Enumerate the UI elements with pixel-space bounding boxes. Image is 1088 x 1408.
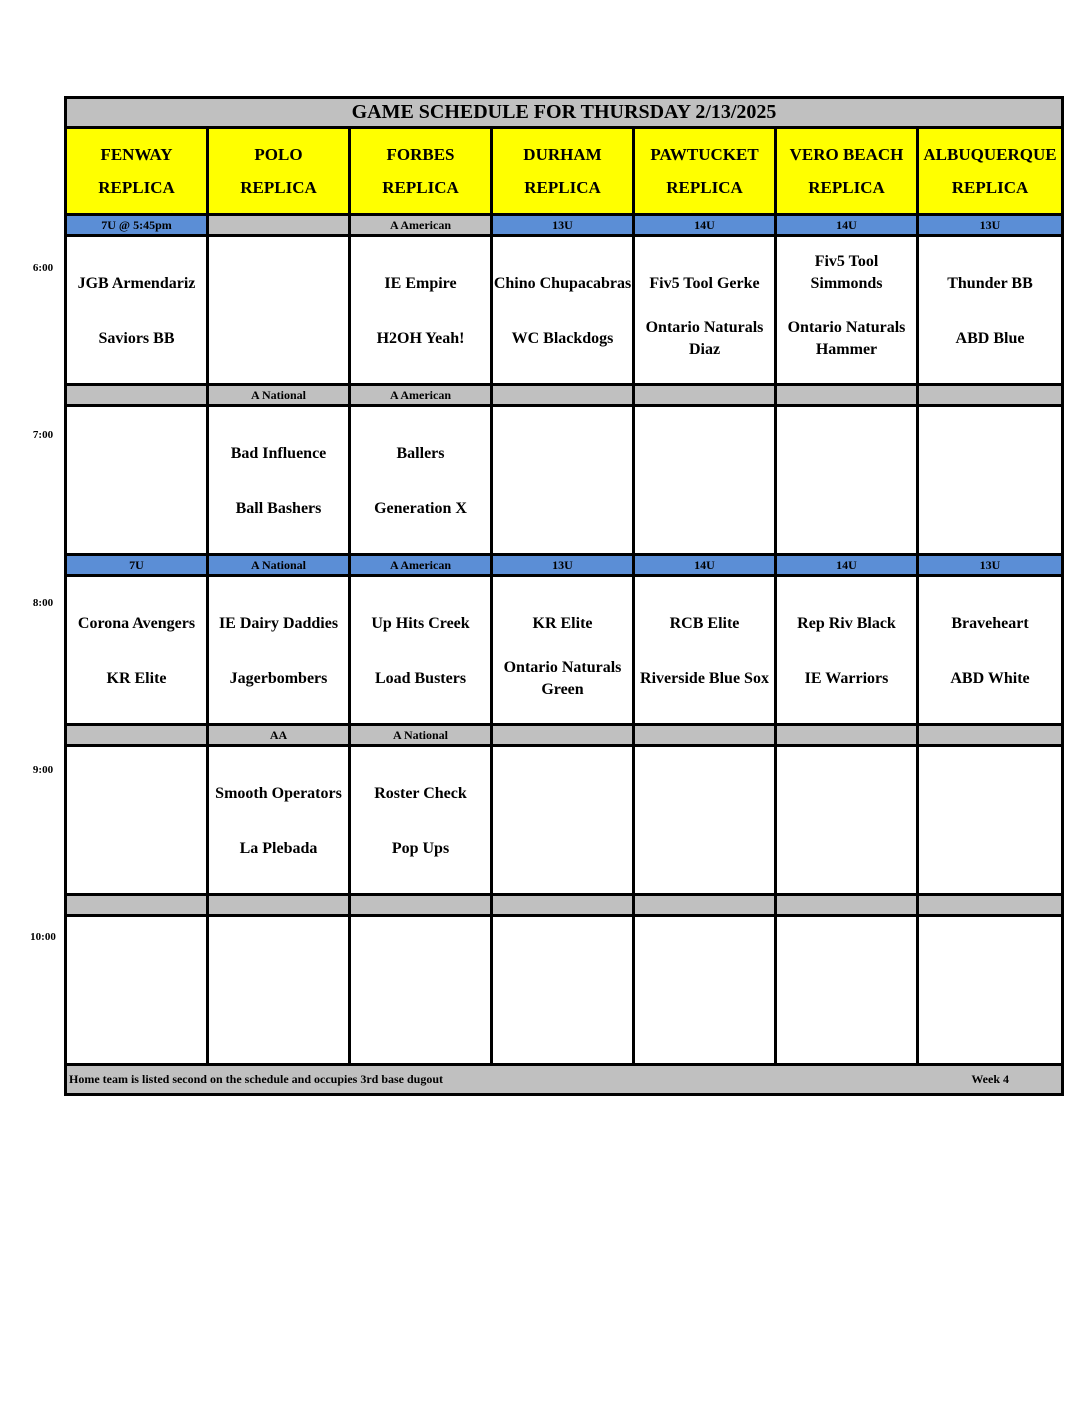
home-team — [67, 465, 206, 553]
home-team: Load Busters — [374, 670, 467, 687]
home-team — [209, 975, 348, 1063]
away-team: IE Empire — [384, 275, 457, 292]
away-team: Ballers — [396, 445, 445, 462]
footer-note: Home team is listed second on the schedule and occupies 3rd base dugout — [69, 1072, 444, 1086]
home-team: Generation X — [374, 500, 467, 517]
away-team — [635, 407, 774, 465]
venue-subtitle: REPLICA — [382, 178, 459, 197]
away-team: Corona Avengers — [77, 615, 196, 632]
division-label — [350, 895, 492, 916]
home-team: Ontario Naturals Diaz — [645, 319, 764, 358]
game-cell — [208, 916, 350, 1065]
game-cell — [350, 746, 492, 895]
venue-header — [350, 128, 492, 215]
game-cell — [634, 576, 776, 725]
division-label: 13U — [492, 555, 634, 576]
venue-name: POLO — [254, 145, 303, 164]
home-team — [919, 975, 1061, 1063]
game-cell — [776, 236, 918, 385]
game-cell — [350, 576, 492, 725]
venue-name: FENWAY — [100, 145, 173, 164]
venue-subtitle: REPLICA — [240, 178, 317, 197]
time-slot-label: 9:00 — [32, 764, 54, 776]
game-cell — [634, 406, 776, 555]
footer-row — [66, 1065, 1063, 1095]
game-cell — [492, 746, 634, 895]
home-team: Ball Bashers — [235, 500, 322, 517]
home-team: H2OH Yeah! — [376, 330, 465, 347]
away-team: Fiv5 Tool Gerke — [649, 275, 760, 292]
game-row — [66, 746, 1063, 895]
home-team: Saviors BB — [98, 330, 175, 347]
away-team — [67, 747, 206, 805]
game-cell — [634, 746, 776, 895]
division-label: 13U — [492, 215, 634, 236]
home-team — [635, 465, 774, 553]
away-team — [919, 917, 1061, 975]
division-label — [492, 725, 634, 746]
home-team — [919, 465, 1061, 553]
away-team: Rep Riv Black — [797, 615, 896, 632]
division-label: A American — [350, 385, 492, 406]
division-label: A National — [208, 555, 350, 576]
game-cell — [492, 916, 634, 1065]
venue-name: PAWTUCKET — [650, 145, 759, 164]
division-label — [776, 725, 918, 746]
game-cell — [350, 406, 492, 555]
game-cell — [776, 746, 918, 895]
division-label — [918, 385, 1063, 406]
away-team — [777, 917, 916, 975]
away-team — [777, 747, 916, 805]
division-label — [66, 895, 208, 916]
division-label — [66, 385, 208, 406]
game-row — [66, 916, 1063, 1065]
away-team: Chino Chupacabras — [493, 275, 632, 292]
division-label: 14U — [776, 215, 918, 236]
division-label — [776, 895, 918, 916]
venue-header-row — [66, 128, 1063, 215]
venue-name: FORBES — [386, 145, 455, 164]
division-row — [66, 725, 1063, 746]
venue-header — [918, 128, 1063, 215]
division-label: 14U — [634, 555, 776, 576]
home-team — [635, 805, 774, 893]
venue-subtitle: REPLICA — [808, 178, 885, 197]
home-team — [777, 465, 916, 553]
division-label: A National — [208, 385, 350, 406]
home-team — [67, 975, 206, 1063]
away-team — [493, 407, 632, 465]
away-team: Bad Influence — [230, 445, 327, 462]
home-team — [919, 805, 1061, 893]
division-row — [66, 555, 1063, 576]
division-label: A American — [350, 215, 492, 236]
venue-name: VERO BEACH — [789, 145, 904, 164]
away-team — [919, 407, 1061, 465]
away-team — [67, 407, 206, 465]
division-label — [208, 215, 350, 236]
away-team: Braveheart — [951, 615, 1029, 632]
time-slot-label: 10:00 — [30, 931, 56, 943]
game-cell — [208, 236, 350, 385]
time-slot-label: 6:00 — [32, 262, 54, 274]
game-cell — [776, 576, 918, 725]
away-team: Smooth Operators — [215, 785, 342, 802]
game-row — [66, 236, 1063, 385]
division-row — [66, 895, 1063, 916]
away-team: Up Hits Creek — [371, 615, 470, 632]
away-team — [493, 747, 632, 805]
home-team — [635, 975, 774, 1063]
division-label — [918, 895, 1063, 916]
home-team: Pop Ups — [391, 840, 450, 857]
division-label — [634, 385, 776, 406]
game-cell — [918, 576, 1063, 725]
venue-subtitle: REPLICA — [951, 178, 1029, 197]
home-team — [777, 975, 916, 1063]
away-team — [919, 747, 1061, 805]
game-cell — [918, 236, 1063, 385]
home-team — [209, 295, 348, 383]
division-label — [492, 895, 634, 916]
division-label: A American — [350, 555, 492, 576]
game-cell — [66, 916, 208, 1065]
away-team — [777, 407, 916, 465]
home-team — [67, 805, 206, 893]
away-team: Thunder BB — [947, 275, 1033, 292]
division-label — [634, 725, 776, 746]
venue-header — [208, 128, 350, 215]
away-team: Fiv5 Tool Simmonds — [810, 253, 883, 292]
venue-subtitle: REPLICA — [98, 178, 175, 197]
away-team — [635, 917, 774, 975]
division-row — [66, 215, 1063, 236]
game-cell — [66, 236, 208, 385]
venue-header — [776, 128, 918, 215]
home-team: IE Warriors — [804, 670, 889, 687]
division-label: 13U — [918, 555, 1063, 576]
game-cell — [208, 406, 350, 555]
division-label — [918, 725, 1063, 746]
division-label — [776, 385, 918, 406]
game-cell — [66, 406, 208, 555]
venue-header — [492, 128, 634, 215]
division-label: 13U — [918, 215, 1063, 236]
game-cell — [66, 746, 208, 895]
game-cell — [492, 236, 634, 385]
away-team — [493, 917, 632, 975]
home-team: KR Elite — [106, 670, 167, 687]
away-team: RCB Elite — [669, 615, 740, 632]
game-cell — [492, 406, 634, 555]
home-team: Jagerbombers — [229, 670, 328, 687]
game-cell — [350, 236, 492, 385]
venue-name: DURHAM — [523, 145, 602, 164]
division-label: 14U — [634, 215, 776, 236]
home-team — [493, 975, 632, 1063]
away-team — [209, 917, 348, 975]
game-cell — [350, 916, 492, 1065]
game-cell — [776, 406, 918, 555]
division-label: 7U — [66, 555, 208, 576]
home-team: Riverside Blue Sox — [640, 670, 769, 687]
away-team: Roster Check — [374, 785, 467, 802]
game-cell — [918, 916, 1063, 1065]
home-team — [493, 465, 632, 553]
home-team: ABD White — [950, 670, 1030, 687]
home-team — [493, 805, 632, 893]
home-team: WC Blackdogs — [511, 330, 614, 347]
division-label: 14U — [776, 555, 918, 576]
home-team: ABD Blue — [955, 330, 1025, 347]
division-label — [634, 895, 776, 916]
schedule-title: GAME SCHEDULE FOR THURSDAY 2/13/2025 — [66, 98, 1063, 128]
division-label: 7U @ 5:45pm — [66, 215, 208, 236]
away-team — [635, 747, 774, 805]
home-team: Ontario Naturals Green — [503, 659, 622, 698]
footer-cell — [66, 1065, 1063, 1095]
home-team — [351, 975, 490, 1063]
division-label: AA — [208, 725, 350, 746]
game-cell — [208, 746, 350, 895]
game-schedule-table — [64, 96, 1064, 1096]
division-label — [492, 385, 634, 406]
away-team — [351, 917, 490, 975]
game-row — [66, 406, 1063, 555]
game-cell — [918, 746, 1063, 895]
game-cell — [66, 576, 208, 725]
division-label — [208, 895, 350, 916]
venue-name: ALBUQUERQUE — [923, 145, 1057, 164]
division-label — [66, 725, 208, 746]
game-cell — [208, 576, 350, 725]
venue-header — [66, 128, 208, 215]
away-team — [209, 237, 348, 295]
home-team: La Plebada — [239, 840, 318, 857]
away-team: KR Elite — [532, 615, 593, 632]
time-slot-label: 7:00 — [32, 429, 54, 441]
division-label: A National — [350, 725, 492, 746]
game-cell — [776, 916, 918, 1065]
division-row — [66, 385, 1063, 406]
venue-subtitle: REPLICA — [524, 178, 601, 197]
time-slot-label: 8:00 — [32, 597, 54, 609]
away-team — [67, 917, 206, 975]
game-row — [66, 576, 1063, 725]
away-team: IE Dairy Daddies — [218, 615, 339, 632]
game-cell — [634, 916, 776, 1065]
home-team: Ontario Naturals Hammer — [787, 319, 906, 358]
week-label: Week 4 — [971, 1072, 1009, 1086]
home-team — [777, 805, 916, 893]
game-cell — [492, 576, 634, 725]
game-cell — [634, 236, 776, 385]
away-team: JGB Armendariz — [77, 275, 196, 292]
venue-header — [634, 128, 776, 215]
venue-subtitle: REPLICA — [666, 178, 743, 197]
game-cell — [918, 406, 1063, 555]
